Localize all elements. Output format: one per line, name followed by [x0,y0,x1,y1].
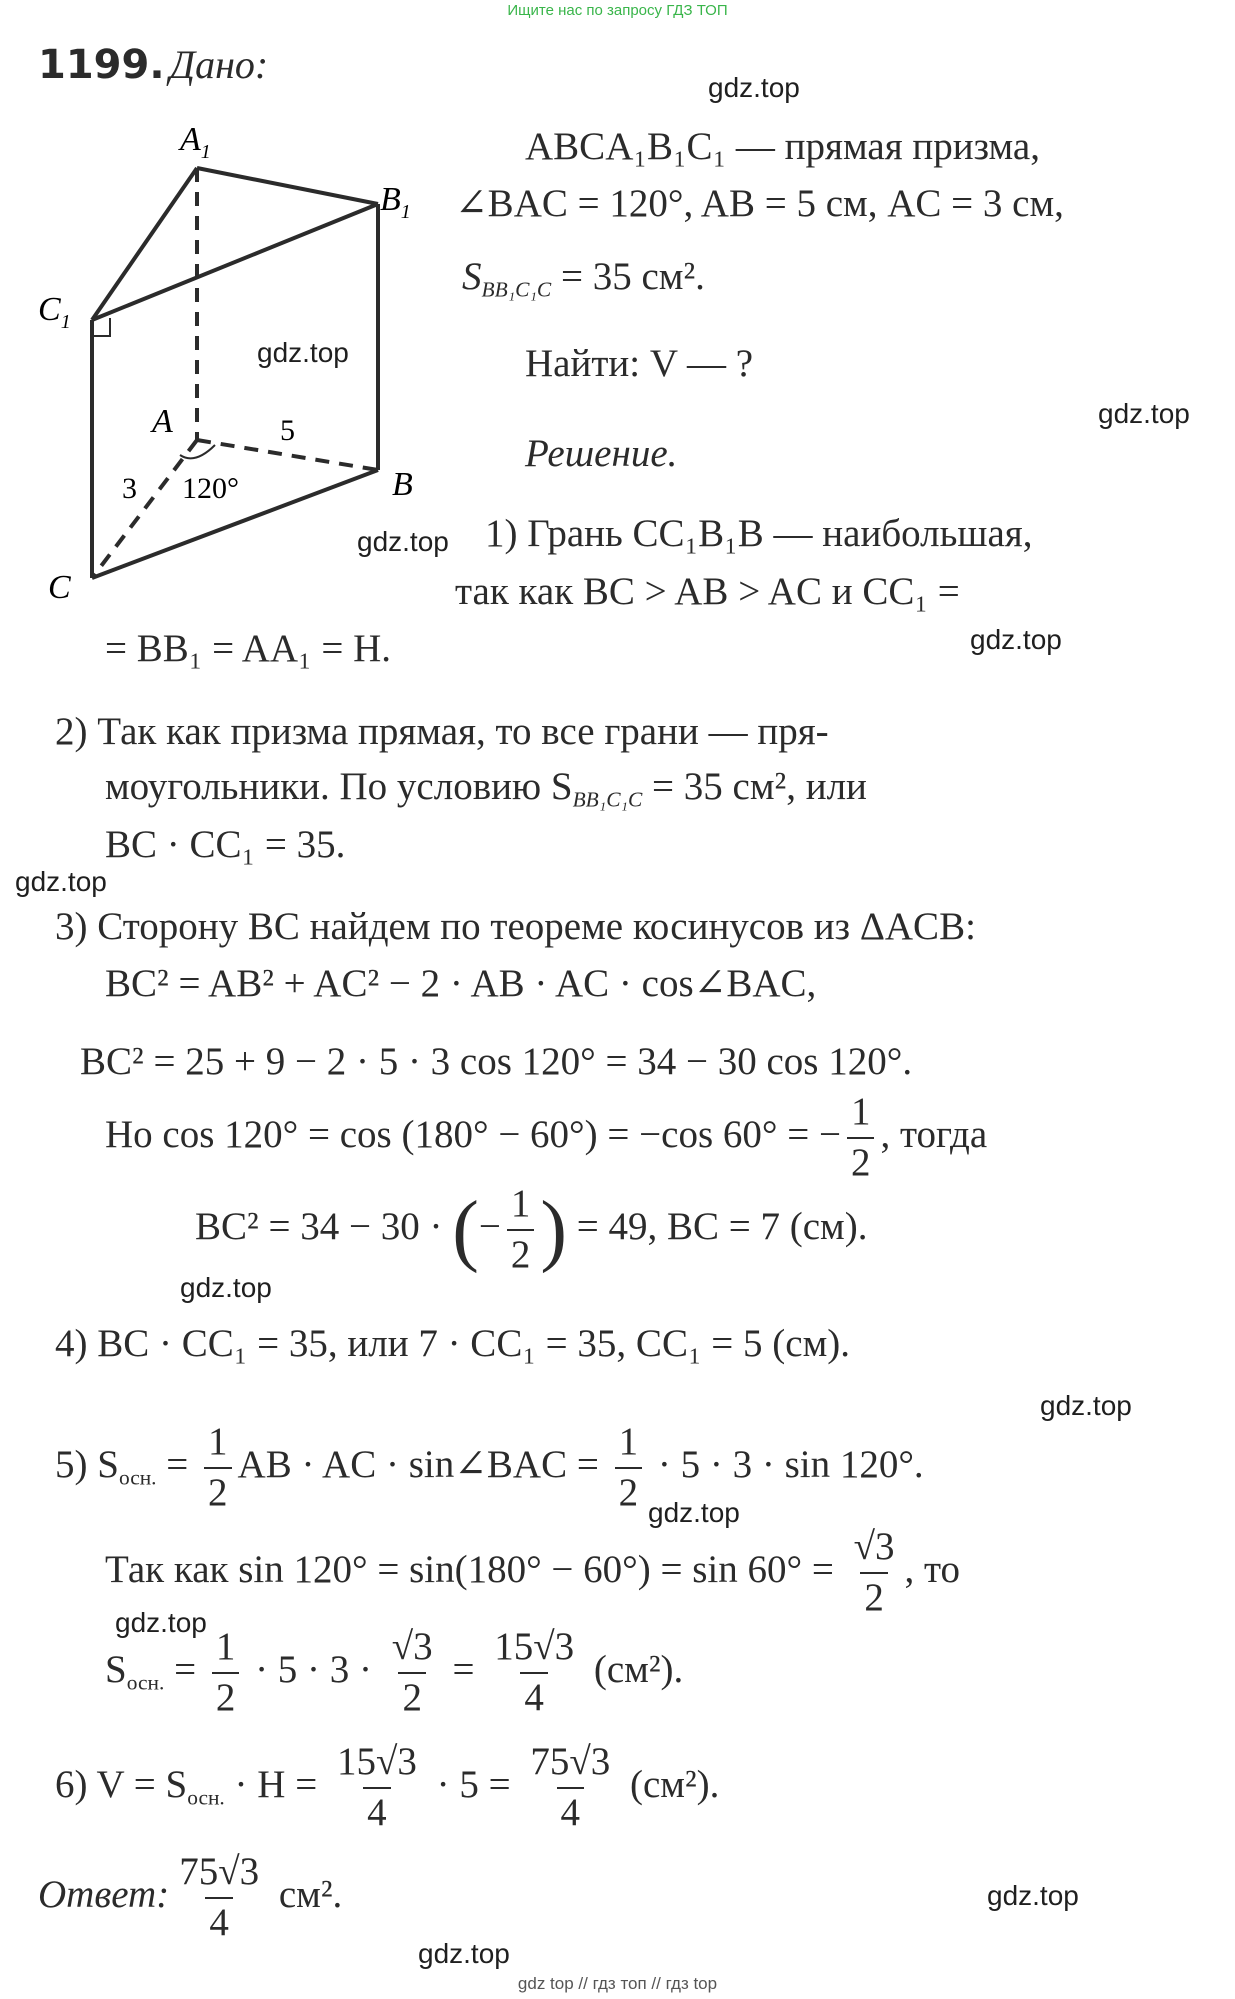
solution-title: Решение. [525,432,678,475]
answer-line: Ответ: $\frac{75√3}{4}$ см². [38,1850,343,1944]
step-3-line-c: BC² = 25 + 9 − 2 · 5 · 3 cos 120° = 34 − 30 cos 120°. [80,1040,913,1083]
angle-arc [180,445,215,458]
step-3-line-b: BC² = AB² + AC² − 2 · AB · AC · cos∠BAC, [105,962,817,1005]
label-a: A [152,403,173,440]
step-5-line-a: 5) $S_{осн.}$ = $\frac{1}{2}$ AB · AC · sin∠BAC = $\frac{1}{2}$ · 5 · 3 · sin 120°. [55,1420,924,1514]
problem-number: 1199. [38,42,165,88]
step-4-line: 4) BC · CC₁ = 35, или 7 · CC₁ = 35, CC₁ = 5 (см). [55,1322,851,1365]
label-a1: $A_1$ [180,121,211,163]
step-6-line: 6) $V = S_{осн.} \cdot H$ = $\frac{15√3}{4}$ · 5 = $\frac{75√3}{4}$ (см²). [55,1740,720,1834]
step-2-line-b: моугольники. По условию $S_{BB_1C_1C} = 35$ см², или [105,765,867,812]
step-2-line-a: 2) Так как призма прямая, то все грани — пря- [55,710,829,753]
step-3-line-a: 3) Сторону BC найдем по теореме косинусов из ΔACB: [55,905,976,948]
given-label: Дано: [169,42,269,87]
step-1-line-b: так как BC > AB > AC и CC₁ = [455,570,960,613]
watermark: gdz.top [708,72,800,103]
label-c1: $C_1$ [38,291,71,333]
find-line: Найти: V — ? [525,342,754,385]
label-c: C [48,569,71,606]
label-side-ac: 3 [122,472,137,505]
watermark: gdz.top [115,1607,207,1638]
top-banner: Ищите нас по запросу ГДЗ ТОП [507,2,728,19]
step-1-line-c: = BB₁ = AA₁ = H. [105,627,392,670]
label-angle: 120° [182,472,239,505]
step-3-line-e: BC² = 34 − 30 · (− $\frac{1}{2}$ ) = 49, BC = 7 (см). [195,1182,868,1276]
given-line-3: $S_{BB_1C_1C} = 35$ см². [462,255,705,302]
step-3-line-d: Но cos 120° = cos (180° − 60°) = −cos 60° = − $\frac{1}{2}$ , тогда [105,1090,988,1184]
label-b: B [392,466,413,503]
watermark: gdz.top [1098,398,1190,429]
step-2-line-c: BC · CC₁ = 35. [105,823,346,866]
watermark: gdz.top [418,1938,510,1969]
problem-header [38,42,268,88]
watermark: gdz.top [15,866,107,897]
watermark: gdz.top [1040,1390,1132,1421]
bottom-banner: gdz top // гдз топ // гдз top [517,1974,718,1993]
watermark: gdz.top [357,526,449,557]
watermark: gdz.top [180,1272,272,1303]
given-line-2: ∠BAC = 120°, AB = 5 см, AC = 3 см, [455,182,1064,225]
label-side-ab: 5 [280,414,295,447]
edge-a1b1 [197,168,378,204]
given-line-1: ABCA₁B₁C₁ — прямая призма, [525,125,1040,168]
step-1-line-a: 1) Грань CC₁B₁B — наибольшая, [485,512,1033,555]
step-5-line-c: $S_{осн.}$ = $\frac{1}{2}$ · 5 · 3 · $\frac{√3}{2}$ = $\frac{15√3}{4}$ (см²). [105,1625,684,1719]
watermark: gdz.top [987,1880,1079,1911]
watermark: gdz.top [970,624,1062,655]
label-b1: $B_1$ [380,181,411,223]
edge-c1b1 [92,204,378,320]
step-5-line-b: Так как sin 120° = sin(180° − 60°) = sin 60° = $\frac{√3}{2}$ , то [105,1525,961,1619]
watermark: gdz.top [257,337,349,368]
watermark: gdz.top [648,1497,740,1528]
